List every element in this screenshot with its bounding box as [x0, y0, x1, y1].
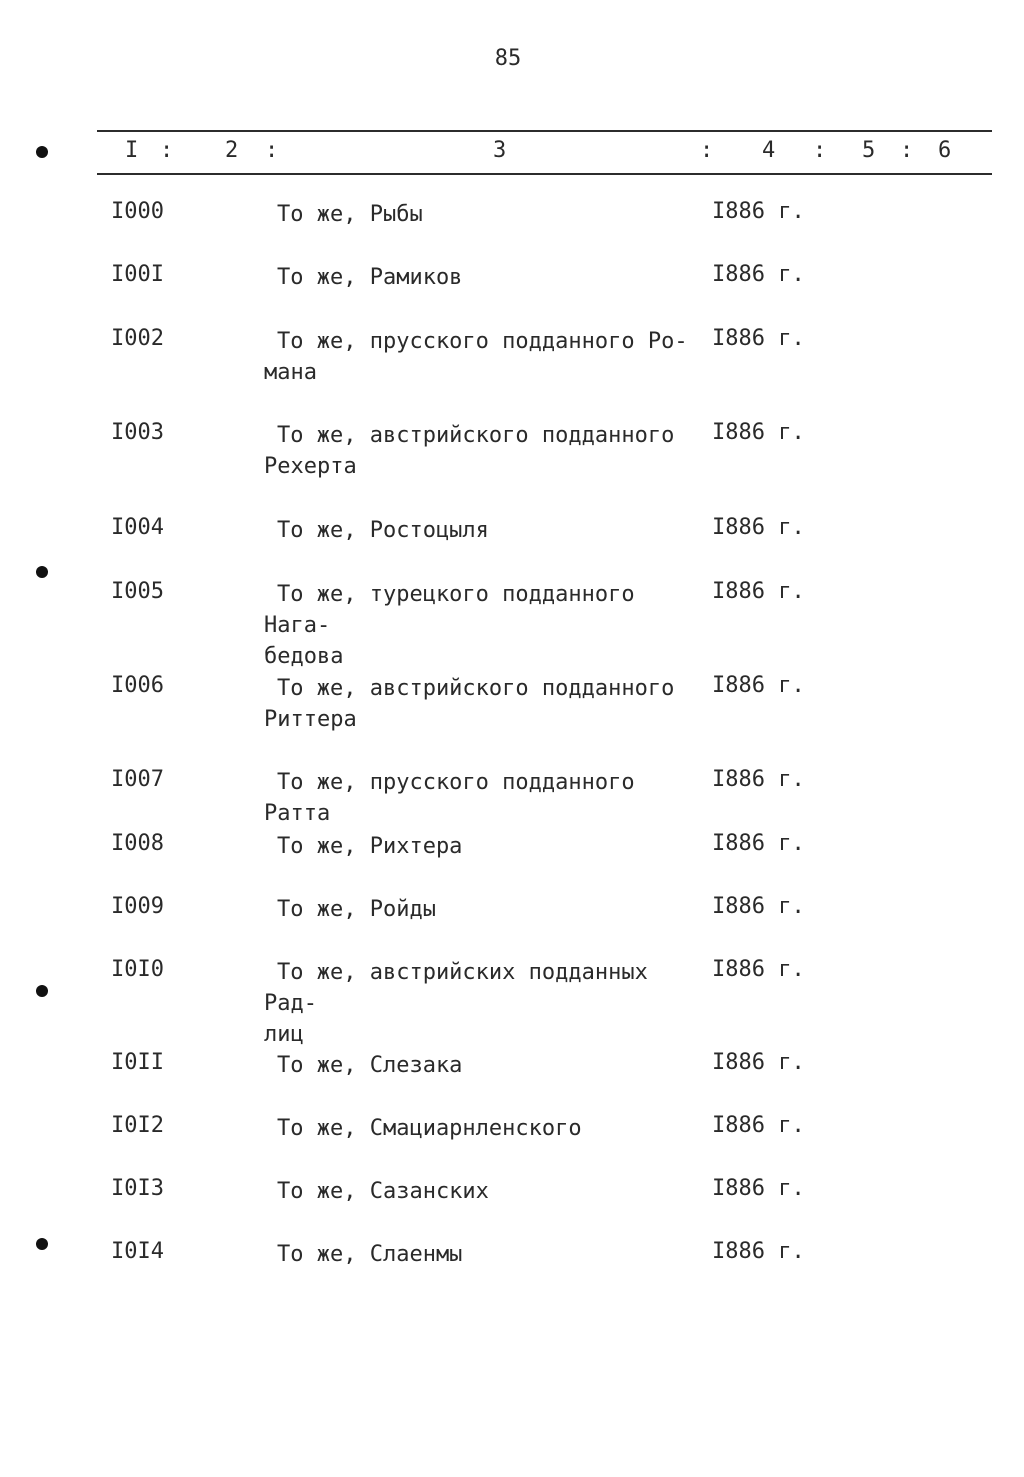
table-row [0, 1176, 1024, 1236]
row-description: То же, австрийских подданных Рад- лиц [264, 960, 648, 1047]
punch-hole [36, 146, 48, 158]
row-year: I886 г. [712, 262, 805, 287]
row-year: I886 г. [712, 579, 805, 604]
row-description: То же, Рамиков [277, 265, 463, 290]
row-number: I003 [111, 420, 164, 445]
table-row [0, 673, 1024, 733]
table-header-rule-top [97, 130, 992, 132]
table-row [0, 1239, 1024, 1299]
row-number: I004 [111, 515, 164, 540]
row-year: I886 г. [712, 831, 805, 856]
row-description: То же, австрийского подданного Рехерта [264, 423, 675, 479]
row-number: I000 [111, 199, 164, 224]
table-row [0, 831, 1024, 891]
row-description: То же, Сазанских [277, 1179, 489, 1204]
row-number: I009 [111, 894, 164, 919]
col-header-3: 3 [493, 138, 507, 163]
row-year: I886 г. [712, 1113, 805, 1138]
row-description: То же, прусского подданного Ратта [264, 770, 635, 826]
page-number: 85 [494, 46, 522, 71]
row-number: I0II [111, 1050, 164, 1075]
col-header-2: 2 [225, 138, 239, 163]
row-number: I002 [111, 326, 164, 351]
row-number: I0I4 [111, 1239, 164, 1264]
col-header-4: 4 [762, 138, 776, 163]
row-year: I886 г. [712, 1176, 805, 1201]
row-year: I886 г. [712, 957, 805, 982]
col-separator: : [265, 138, 279, 163]
table-row [0, 767, 1024, 827]
row-description: То же, турецкого подданного Нага- бедова [264, 582, 635, 669]
row-year: I886 г. [712, 420, 805, 445]
row-year: I886 г. [712, 515, 805, 540]
row-number: I0I3 [111, 1176, 164, 1201]
table-row [0, 957, 1024, 1047]
row-description: То же, Смациарнленского [277, 1116, 582, 1141]
row-year: I886 г. [712, 199, 805, 224]
row-year: I886 г. [712, 767, 805, 792]
col-separator: : [700, 138, 714, 163]
row-year: I886 г. [712, 1050, 805, 1075]
row-number: I00I [111, 262, 164, 287]
row-description: То же, Слезака [277, 1053, 463, 1078]
table-row [0, 1113, 1024, 1173]
row-description: То же, Слаенмы [277, 1242, 463, 1267]
row-number: I0I2 [111, 1113, 164, 1138]
col-header-6: 6 [938, 138, 952, 163]
table-header-rule-bottom [97, 173, 992, 175]
row-year: I886 г. [712, 1239, 805, 1264]
row-description: То же, Рыбы [277, 202, 423, 227]
table-row [0, 199, 1024, 259]
row-number: I0I0 [111, 957, 164, 982]
row-year: I886 г. [712, 894, 805, 919]
table-row [0, 1050, 1024, 1110]
table-row [0, 579, 1024, 669]
row-description: То же, прусского подданного Ро- мана [264, 329, 688, 385]
table-row [0, 420, 1024, 480]
row-number: I007 [111, 767, 164, 792]
table-row [0, 515, 1024, 575]
row-description: То же, австрийского подданного Риттера [264, 676, 675, 732]
table-row [0, 262, 1024, 322]
row-number: I006 [111, 673, 164, 698]
row-number: I008 [111, 831, 164, 856]
row-description: То же, Ростоцыля [277, 518, 489, 543]
table-row [0, 326, 1024, 386]
col-separator: : [160, 138, 174, 163]
row-year: I886 г. [712, 326, 805, 351]
col-separator: : [900, 138, 914, 163]
col-header-5: 5 [862, 138, 876, 163]
table-row [0, 894, 1024, 954]
col-header-1: I [125, 138, 139, 163]
row-description: То же, Ройды [277, 897, 436, 922]
row-number: I005 [111, 579, 164, 604]
row-year: I886 г. [712, 673, 805, 698]
col-separator: : [813, 138, 827, 163]
row-description: То же, Рихтера [277, 834, 463, 859]
